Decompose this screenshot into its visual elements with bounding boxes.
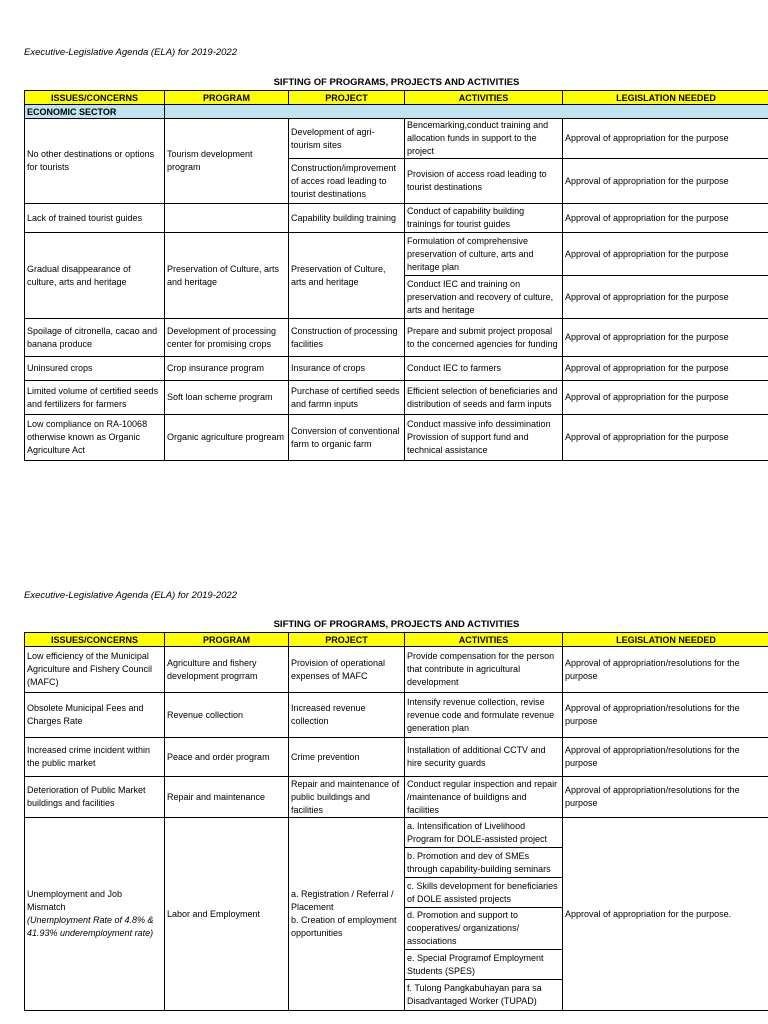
header-project: PROJECT xyxy=(289,633,405,647)
activity-cell: Conduct of capability building trainings for tourist guides xyxy=(405,204,563,233)
program-cell: Agriculture and fishery development progrram xyxy=(165,647,289,693)
header-project: PROJECT xyxy=(289,91,405,105)
project-cell: Construction of processing facilities xyxy=(289,319,405,357)
activity-cell: Prepare and submit project proposal to the concerned agencies for funding xyxy=(405,319,563,357)
issue-cell: Limited volume of certified seeds and fertilizers for farmers xyxy=(25,381,165,415)
program-cell: Preservation of Culture, arts and heritage xyxy=(165,233,289,319)
legislation-cell: Approval of appropriation/resolutions for the purpose xyxy=(563,647,768,693)
project-cell: Development of agri-tourism sites xyxy=(289,119,405,159)
program-cell: Development of processing center for promising crops xyxy=(165,319,289,357)
activity-cell: Provide compensation for the person that contribute in agricultural development xyxy=(405,647,563,693)
project-cell: Crime prevention xyxy=(289,738,405,777)
issue-cell: Increased crime incident within the public market xyxy=(25,738,165,777)
second-sifting-table xyxy=(24,632,768,1011)
program-cell: Labor and Employment xyxy=(165,818,289,1011)
table-title-2: SIFTING OF PROGRAMS, PROJECTS AND ACTIVITIES xyxy=(273,619,520,630)
header-row xyxy=(25,91,768,105)
legislation-cell: Approval of appropriation for the purpose xyxy=(563,357,768,381)
program-cell: Tourism development program xyxy=(165,119,289,204)
activity-cell: f. Tulong Pangkabuhayan para sa Disadvantaged Worker (TUPAD) xyxy=(405,980,563,1011)
table-row xyxy=(25,818,768,848)
table-row xyxy=(25,381,768,415)
legislation-cell: Approval of appropriation for the purpose xyxy=(563,276,768,319)
activity-cell: Formulation of comprehensive preservation of culture, arts and heritage plan xyxy=(405,233,563,276)
legislation-cell: Approval of appropriation for the purpose xyxy=(563,381,768,415)
header-program: PROGRAM xyxy=(165,633,289,647)
project-cell: Purchase of certified seeds and farmn inputs xyxy=(289,381,405,415)
activity-cell: b. Promotion and dev of SMEs through capability-building seminars xyxy=(405,848,563,878)
sector-label: ECONOMIC SECTOR xyxy=(25,105,165,119)
table-row xyxy=(25,738,768,777)
issue-cell xyxy=(25,818,165,1011)
issue-cell: Obsolete Municipal Fees and Charges Rate xyxy=(25,693,165,738)
ela-subtitle-1: Executive-Legislative Agenda (ELA) for 2019-2022 xyxy=(24,47,237,58)
activity-cell: Intensify revenue collection, revise revenue code and formulate revenue generation plan xyxy=(405,693,563,738)
project-cell: Conversion of conventional farm to organic farm xyxy=(289,415,405,461)
table-row xyxy=(25,415,768,461)
project-cell xyxy=(289,818,405,1011)
issue-cell: Gradual disappearance of culture, arts and heritage xyxy=(25,233,165,319)
activity-cell: d. Promotion and support to cooperatives/ organizations/ associations xyxy=(405,908,563,950)
header-program: PROGRAM xyxy=(165,91,289,105)
labor-issue: Unemployment and Job Mismatch xyxy=(27,889,123,912)
table-row xyxy=(25,319,768,357)
program-cell xyxy=(165,204,289,233)
legislation-cell: Approval of appropriation for the purpose. xyxy=(563,818,768,1011)
table-row xyxy=(25,119,768,159)
table-title-1: SIFTING OF PROGRAMS, PROJECTS AND ACTIVITIES xyxy=(273,77,520,88)
program-cell: Revenue collection xyxy=(165,693,289,738)
issue-cell: Lack of trained tourist guides xyxy=(25,204,165,233)
program-cell: Organic agriculture progream xyxy=(165,415,289,461)
program-cell: Crop insurance program xyxy=(165,357,289,381)
labor-issue-note: (Unemployment Rate of 4.8% & 41.93% underemployment rate) xyxy=(27,915,154,938)
header-legislation: LEGISLATION NEEDED xyxy=(563,633,768,647)
activity-cell: a. Intensification of Livelihood Program for DOLE-assisted project xyxy=(405,818,563,848)
legislation-cell: Approval of appropriation for the purpose xyxy=(563,233,768,276)
legislation-cell: Approval of appropriation for the purpose xyxy=(563,159,768,204)
table-row xyxy=(25,233,768,276)
activity-cell: c. Skills development for beneficiaries of DOLE assisted projects xyxy=(405,878,563,908)
activity-cell: Efficient selection of beneficiaries and distribution of seeds and farm inputs xyxy=(405,381,563,415)
project-cell: Provision of operational expenses of MAFC xyxy=(289,647,405,693)
activity-cell: Bencemarking,conduct training and allocation funds in support to the project xyxy=(405,119,563,159)
project-cell: Preservation of Culture, arts and heritage xyxy=(289,233,405,319)
legislation-cell: Approval of appropriation for the purpose xyxy=(563,204,768,233)
issue-cell: Low efficiency of the Municipal Agriculture and Fishery Council (MAFC) xyxy=(25,647,165,693)
program-cell: Peace and order program xyxy=(165,738,289,777)
legislation-cell: Approval of appropriation for the purpose xyxy=(563,319,768,357)
project-cell: Insurance of crops xyxy=(289,357,405,381)
activity-cell: Provision of access road leading to tourist destinations xyxy=(405,159,563,204)
header-issues: ISSUES/CONCERNS xyxy=(25,633,165,647)
legislation-cell: Approval of appropriation for the purpose xyxy=(563,415,768,461)
legislation-cell: Approval of appropriation for the purpose xyxy=(563,119,768,159)
issue-cell: Uninsured crops xyxy=(25,357,165,381)
header-activities: ACTIVITIES xyxy=(405,633,563,647)
legislation-cell: Approval of appropriation/resolutions for the purpose xyxy=(563,693,768,738)
project-cell: Construction/improvement of acces road leading to tourist destinations xyxy=(289,159,405,204)
activity-cell: Conduct IEC and training on preservation and recovery of culture, arts and heritage xyxy=(405,276,563,319)
issue-cell: No other destinations or options for tourists xyxy=(25,119,165,204)
project-cell: Repair and maintenance of public buildings and facilities xyxy=(289,777,405,818)
project-cell: Increased revenue collection xyxy=(289,693,405,738)
header-activities: ACTIVITIES xyxy=(405,91,563,105)
legislation-cell: Approval of appropriation/resolutions for the purpose xyxy=(563,738,768,777)
economic-sector-table xyxy=(24,90,768,461)
issue-cell: Spoilage of citronella, cacao and banana produce xyxy=(25,319,165,357)
header-row xyxy=(25,633,768,647)
legislation-cell: Approval of appropriation/resolutions for the purpose xyxy=(563,777,768,818)
table-row xyxy=(25,647,768,693)
issue-cell: Deterioration of Public Market buildings and facilities xyxy=(25,777,165,818)
table-row xyxy=(25,693,768,738)
project-cell: Capability building training xyxy=(289,204,405,233)
labor-project-b: b. Creation of employment opportunities xyxy=(291,915,397,938)
activity-cell: Conduct IEC to farmers xyxy=(405,357,563,381)
activity-cell: Conduct regular inspection and repair /maintenance of buildigns and facilities xyxy=(405,777,563,818)
table-row xyxy=(25,357,768,381)
ela-subtitle-2: Executive-Legislative Agenda (ELA) for 2019-2022 xyxy=(24,590,237,601)
labor-project-a: a. Registration / Referral / Placement xyxy=(291,889,394,912)
header-issues: ISSUES/CONCERNS xyxy=(25,91,165,105)
program-cell: Repair and maintenance xyxy=(165,777,289,818)
activity-cell: Conduct massive info dessimination Provission of support fund and technical assistance xyxy=(405,415,563,461)
sector-row xyxy=(25,105,768,119)
program-cell: Soft loan scheme program xyxy=(165,381,289,415)
table-row xyxy=(25,777,768,818)
activity-cell: e. Special Programof Employment Students (SPES) xyxy=(405,950,563,980)
table-row xyxy=(25,204,768,233)
issue-cell: Low compliance on RA-10068 otherwise known as Organic Agriculture Act xyxy=(25,415,165,461)
header-legislation: LEGISLATION NEEDED xyxy=(563,91,768,105)
activity-cell: Installation of additional CCTV and hire security guards xyxy=(405,738,563,777)
